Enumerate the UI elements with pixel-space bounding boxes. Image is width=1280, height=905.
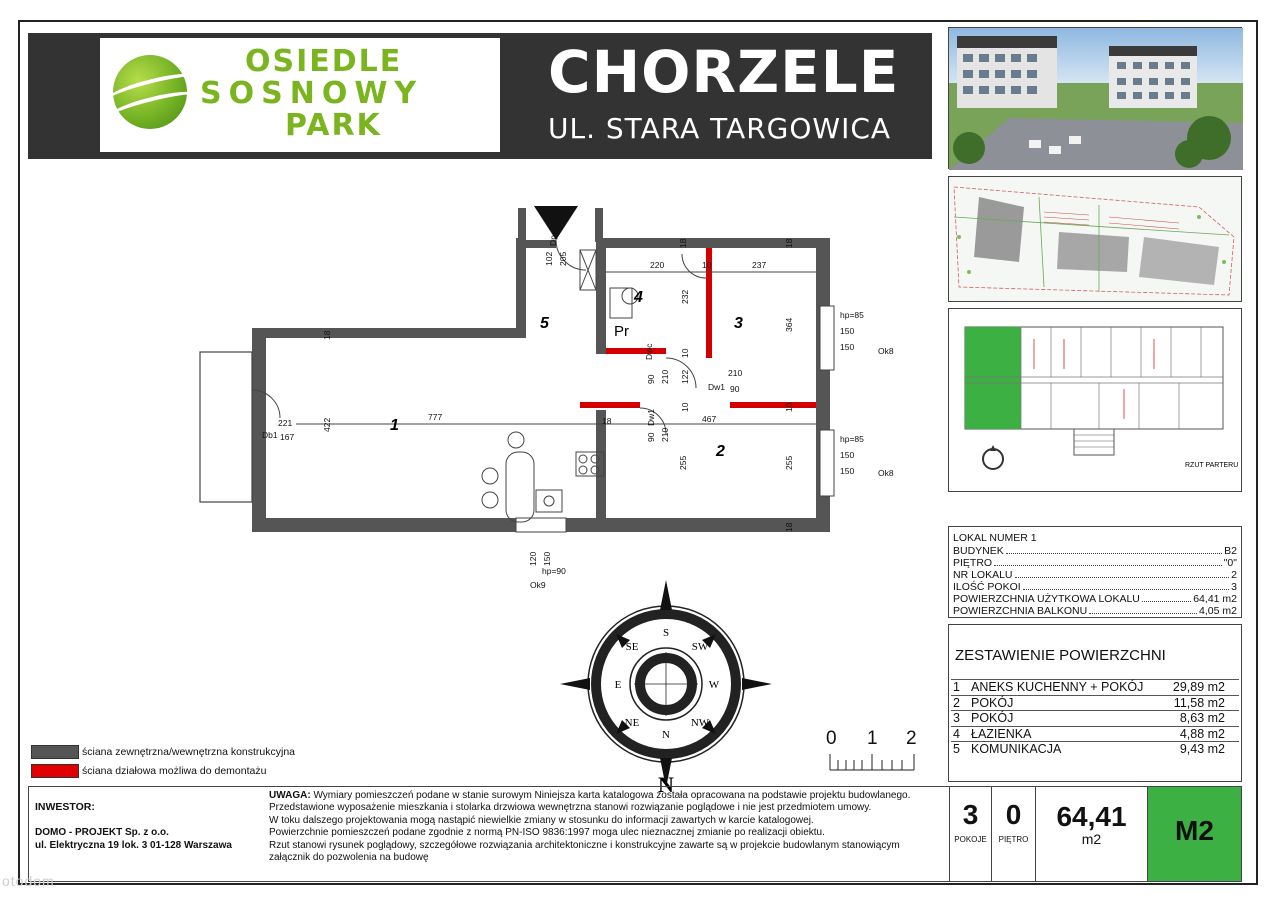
- compass-w: W: [708, 679, 720, 691]
- info-label: POWIERZCHNIA UŻYTKOWA LOKALU: [953, 593, 1140, 605]
- room-number-2: 2: [716, 443, 725, 460]
- dim-120: 120: [528, 551, 538, 566]
- dim-122: 122: [680, 369, 690, 384]
- dim-150-c: 150: [840, 450, 855, 460]
- dim-102: 102: [544, 251, 554, 266]
- dim-90-b: 90: [730, 384, 740, 394]
- note-line: Powierzchnie pomieszczeń podane zgodnie z normą PN-ISO 9836:1997 moga ulec nieznacznej zmianie po realizacji obiektu.: [269, 827, 825, 839]
- info-row-unit-number: [953, 569, 1237, 581]
- dim-777: 777: [428, 412, 443, 422]
- logo-line-1: OSIEDLE: [245, 44, 403, 79]
- row-number: 2: [953, 695, 960, 710]
- dim-18-a: 18: [322, 330, 332, 340]
- dim-167: 167: [280, 432, 295, 442]
- room-number-5: 5: [540, 315, 549, 332]
- info-value: 2: [1231, 569, 1237, 581]
- key-plan-drawing: [949, 309, 1241, 491]
- row-area: 4,88 m2: [1179, 726, 1225, 741]
- site-plan: [948, 176, 1242, 302]
- scale-bar: [826, 752, 918, 774]
- label-hp85-a: hp=85: [840, 310, 864, 320]
- info-label: BUDYNEK: [953, 545, 1004, 557]
- site-plan-drawing: [949, 177, 1241, 301]
- row-number: 4: [953, 726, 960, 741]
- investor-address: ul. Elektryczna 19 lok. 3 01-128 Warszawa: [35, 840, 232, 851]
- logo-line-3: PARK: [285, 108, 382, 143]
- rooms-stat: [949, 787, 991, 881]
- dim-150-d: 150: [840, 466, 855, 476]
- info-label: PIĘTRO: [953, 557, 993, 569]
- row-number: 5: [953, 742, 960, 756]
- watermark: otodom: [2, 873, 55, 889]
- compass-ne: NE: [624, 717, 640, 729]
- table-row: [951, 741, 1239, 757]
- key-plan-caption: RZUT PARTERU: [1185, 462, 1239, 469]
- apartment-type-code: M2: [1175, 815, 1214, 846]
- rooms-label: POKOJE: [954, 835, 987, 844]
- dim-150-b: 150: [840, 342, 855, 352]
- floor-stat: [991, 787, 1035, 881]
- dim-18-c: 18: [784, 238, 794, 248]
- dim-255-a: 255: [678, 455, 688, 470]
- info-label: ILOŚĆ POKOI: [953, 581, 1021, 593]
- label-dw1-b: Dw1: [646, 408, 656, 426]
- info-row-floor: [953, 557, 1237, 569]
- dim-150-e: 150: [542, 551, 552, 566]
- dim-90-c: 90: [646, 432, 656, 442]
- legend-swatch-partition: [31, 764, 79, 778]
- plan-label-pr: Pr: [614, 323, 629, 340]
- compass-nw: NW: [690, 717, 710, 729]
- compass-se: SE: [625, 641, 639, 653]
- area-value: 64,41: [1056, 801, 1127, 832]
- row-number: 3: [953, 711, 960, 725]
- info-label: NR LOKALU: [953, 569, 1013, 581]
- table-row: [951, 679, 1239, 695]
- legend-text-structural: ściana zewnętrzna/wewnętrzna konstrukcyjna: [82, 746, 296, 758]
- label-ok8-b: Ok8: [878, 468, 894, 478]
- dim-150-a: 150: [840, 326, 855, 336]
- dim-255-b: 255: [784, 455, 794, 470]
- table-row: [951, 695, 1239, 711]
- info-row-usable-area: [953, 593, 1237, 605]
- dim-210-c: 210: [660, 427, 670, 442]
- area-summary-title: ZESTAWIENIE POWIERZCHNI: [955, 647, 1166, 664]
- room-number-4: 4: [634, 289, 643, 306]
- dim-467: 467: [702, 414, 717, 424]
- room-number-3: 3: [734, 315, 743, 332]
- row-area: 29,89 m2: [1172, 680, 1225, 694]
- dim-90-a: 90: [646, 374, 656, 384]
- unit-info-box: [948, 526, 1242, 618]
- dim-10-b: 10: [680, 348, 690, 358]
- unit-info-title: LOKAL NUMER 1: [953, 532, 1037, 544]
- label-dwc: Dwc: [644, 343, 654, 360]
- investor-name: DOMO - PROJEKT Sp. z o.o.: [35, 827, 169, 838]
- dim-210-b: 210: [660, 369, 670, 384]
- area-stat: [1035, 787, 1147, 881]
- compass-rose: [556, 574, 776, 797]
- row-room-name: ANEKS KUCHENNY + POKÓJ: [971, 680, 1144, 694]
- row-area: 8,63 m2: [1179, 711, 1225, 725]
- scale-tick-2: 2: [906, 728, 917, 749]
- info-value: B2: [1224, 545, 1237, 557]
- info-value: 4,05 m2: [1199, 605, 1237, 617]
- note-line: Przedstawione wyposażenie mieszkania i stolarka drzwiowa wewnętrzna stanowi rozwiązanie poglądowe i nie jest przedmiotem umowy.: [269, 802, 872, 814]
- logo-line-2: SOSNOWY: [200, 76, 424, 111]
- floor-plan: [190, 200, 894, 600]
- table-row: [951, 710, 1239, 726]
- dim-205: 205: [558, 251, 568, 266]
- compass-e: E: [614, 679, 622, 691]
- legend-swatch-structural: [31, 745, 79, 759]
- note-line: W toku dalszego projektowania mogą nastąpić niewielkie zmiany w stosunku do informacji zawartych w karcie katalogowej.: [269, 814, 814, 826]
- label-db1: Db1: [262, 430, 278, 440]
- row-area: 11,58 m2: [1173, 695, 1225, 710]
- investor-heading: INWESTOR:: [35, 801, 95, 813]
- compass-n-inner: N: [662, 729, 670, 741]
- note-line: Wymiary pomieszczeń podane w stanie surowym Niniejsza karta katalogowa została opracowana na podstawie projektu budowlanego.: [313, 790, 911, 801]
- scale-tick-1: 1: [867, 728, 878, 749]
- dim-18-d: 18: [602, 416, 612, 426]
- scale-tick-0: 0: [826, 728, 837, 749]
- compass-north-label: N: [658, 772, 674, 797]
- dim-10-d: 10: [784, 402, 794, 412]
- label-ok9: Ok9: [530, 580, 546, 590]
- dim-232: 232: [680, 289, 690, 304]
- table-row: [951, 726, 1239, 742]
- info-row-building: [953, 545, 1237, 557]
- label-hp90: hp=90: [542, 566, 566, 576]
- row-room-name: ŁAZIENKA: [971, 726, 1032, 741]
- row-room-name: POKÓJ: [971, 695, 1014, 710]
- info-value: 64,41 m2: [1193, 593, 1237, 605]
- city-title: CHORZELE: [548, 38, 900, 106]
- note-line: załącznik do pozwolenia na budowę: [269, 852, 429, 864]
- info-row-balcony-area: [953, 605, 1237, 617]
- area-summary-table: [951, 679, 1239, 757]
- dim-10-a: 10: [702, 260, 712, 270]
- dim-18-b: 18: [678, 238, 688, 248]
- row-area: 9,43 m2: [1179, 742, 1225, 756]
- area-unit: m2: [1081, 831, 1102, 847]
- dim-364: 364: [784, 317, 794, 332]
- dim-220: 220: [650, 260, 665, 270]
- apartment-type-badge: [1147, 787, 1241, 881]
- note-line: Rzut stanowi rysunek poglądowy, szczegółowe rozwiązania architektoniczne i konstrukcyjne zawarte są w projekcie budowlanym stanowiącym: [269, 839, 900, 851]
- row-room-name: KOMUNIKACJA: [971, 742, 1062, 756]
- label-hp85-b: hp=85: [840, 434, 864, 444]
- info-value: 3: [1231, 581, 1237, 593]
- label-ok8-a: Ok8: [878, 346, 894, 356]
- dim-18-e: 18: [784, 522, 794, 532]
- info-value: "0": [1223, 557, 1237, 569]
- row-room-name: POKÓJ: [971, 711, 1014, 725]
- dim-221: 221: [278, 418, 293, 428]
- area-summary-box: [948, 624, 1242, 782]
- info-row-rooms: [953, 581, 1237, 593]
- building-photo: [948, 27, 1242, 169]
- dim-422: 422: [322, 417, 332, 432]
- compass-s: S: [662, 627, 670, 639]
- label-dp: Dp: [548, 235, 558, 246]
- label-dw1-a: Dw1: [708, 382, 726, 392]
- disclaimer-notes: [269, 790, 949, 864]
- dim-237: 237: [752, 260, 767, 270]
- floor-label: PIĘTRO: [998, 835, 1029, 844]
- compass-sw: SW: [691, 641, 709, 653]
- building-render-image: [949, 28, 1243, 170]
- dim-210-a: 210: [728, 368, 743, 378]
- legend-text-partition: ściana działowa możliwa do demontażu: [82, 765, 267, 777]
- notes-label: UWAGA:: [269, 790, 311, 801]
- street-subtitle: UL. STARA TARGOWICA: [548, 112, 892, 145]
- footer-panel: [28, 786, 1242, 882]
- room-number-1: 1: [390, 417, 399, 434]
- dim-10-c: 10: [680, 402, 690, 412]
- row-number: 1: [953, 680, 960, 694]
- rooms-count: 3: [962, 799, 979, 830]
- key-plan: [948, 308, 1242, 492]
- logo-ball-icon: [113, 55, 187, 129]
- floor-number: 0: [1005, 799, 1022, 830]
- info-label: POWIERZCHNIA BALKONU: [953, 605, 1088, 617]
